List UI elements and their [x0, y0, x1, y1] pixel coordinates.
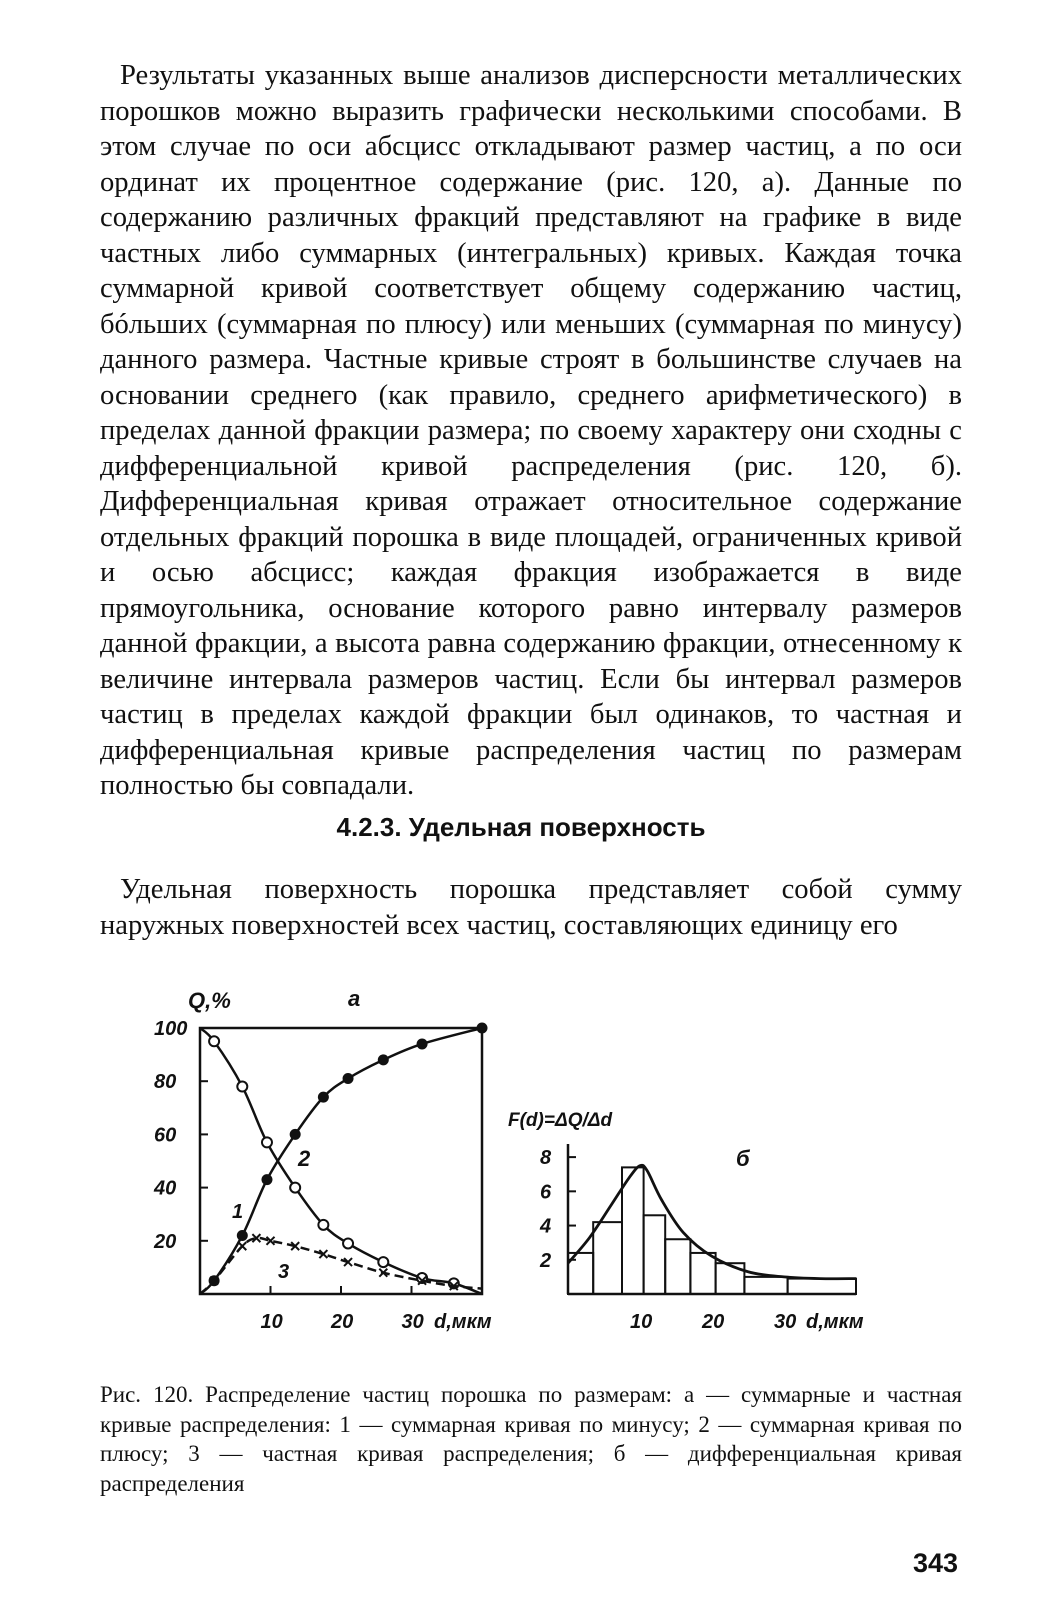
series-2-point [290, 1183, 300, 1193]
panel-b-label: б [736, 1146, 750, 1171]
b-ytick-label: 2 [540, 1249, 552, 1272]
panel-a-frame [200, 1028, 482, 1294]
b-ytick-label: 4 [540, 1215, 552, 1238]
histogram-bar [622, 1167, 644, 1294]
histogram-bar [788, 1279, 856, 1294]
series-1-point [343, 1073, 354, 1084]
series-1-label: 1 [232, 1201, 244, 1223]
series-2-point [209, 1036, 219, 1046]
paragraph-2: Удельная поверхность порошка представляет собой сумму наружных поверхностей всех частиц, составляющих единицу его [100, 874, 962, 941]
series-1-point [290, 1129, 301, 1140]
panel-a-label: а [348, 986, 361, 1011]
a-ytick-label: 60 [154, 1124, 177, 1147]
series-1-point [237, 1230, 248, 1241]
a-xtick-label: 20 [331, 1311, 354, 1333]
panel-a-xlabel: d,мкм [434, 1311, 492, 1333]
b-ytick-label: 6 [540, 1181, 552, 1204]
figure-caption: Рис. 120. Распределение частиц порошка по размерам: а — суммарные и частная кривые распределения: 1 — суммарная кривая по минусу; 2 — суммарная кривая по плюсу; 3 — частная кривая распределения; б — дифференциальная кривая распределения [100, 1382, 962, 1496]
panel-a [153, 986, 492, 1333]
series-2-point [262, 1137, 272, 1147]
b-xtick-label: 20 [702, 1311, 725, 1333]
panel-a-ylabel: Q,% [188, 988, 231, 1013]
series-1-point [417, 1038, 428, 1049]
panel-b [508, 1110, 864, 1333]
b-ytick-label: 8 [540, 1147, 552, 1170]
series-2-point [343, 1238, 353, 1248]
b-xtick-label: 30 [774, 1311, 797, 1333]
histogram-bar [593, 1222, 622, 1294]
histogram-bar [644, 1215, 666, 1294]
series-3-point [238, 1242, 246, 1250]
a-ytick-label: 40 [154, 1177, 177, 1200]
series-1-point [261, 1174, 272, 1185]
series-1-line [200, 1028, 482, 1294]
series-2-point [237, 1082, 247, 1092]
a-ytick-label: 20 [154, 1230, 177, 1253]
panel-b-ylabel: F(d)=ΔQ/Δd [508, 1110, 613, 1131]
b-xtick-label: 10 [630, 1311, 653, 1333]
series-1-point [477, 1023, 488, 1034]
series-3-label: 3 [278, 1261, 290, 1283]
series-2-point [378, 1257, 388, 1267]
series-1-point [318, 1092, 329, 1103]
a-xtick-label: 30 [401, 1311, 424, 1333]
series-2-line [200, 1028, 482, 1294]
series-1-point [378, 1054, 389, 1065]
series-2-point [318, 1220, 328, 1230]
paragraph-1: Результаты указанных выше анализов дисперсности металлических порошков можно выразить графически несколькими способами. В этом случае по оси абсцисс откладывают размер частиц, а по оси ординат их процентное содержание (рис. 120, а). Данные по содержанию различных фракций представляют на графике в виде частных либо суммарных (интегральных) кривых. Каждая точка суммарной кривой соответствует общему содержанию частиц, бóльших (суммарная по плюсу) или меньших (суммарная по минусу) данного размера. Частные кривые строят в большинстве случаев на основании среднего (как правило, среднего арифметического) в пределах данной фракции размера; по своему характеру они сходны с дифференциальной кривой распределения (рис. 120, б). Дифференциальная кривая отражает относительное содержание отдельных фракций порошка в виде площадей, ограниченных кривой и осью абсцисс; каждая фракция изображается в виде прямоугольника, основание которого равно интервалу размеров данной фракции, а высота равна содержанию фракции, отнесенному к величине интервала размеров частиц. Если бы интервал размеров частиц в пределах каждой фракции был одинаков, то частная и дифференциальная кривые распределения частиц по размерам полностью бы совпадали. [100, 60, 962, 801]
a-xtick-label: 10 [260, 1311, 283, 1333]
a-ytick-label: 80 [154, 1071, 177, 1094]
histogram-bar [665, 1239, 690, 1294]
series-2-label: 2 [298, 1146, 311, 1171]
histogram-bar [744, 1277, 787, 1294]
histogram-bar [690, 1253, 715, 1294]
panel-b-xlabel: d,мкм [806, 1311, 864, 1333]
a-ytick-label: 100 [154, 1018, 188, 1040]
section-heading: 4.2.3. Удельная поверхность [336, 812, 706, 842]
page-number: 343 [912, 1548, 958, 1578]
figure-120 [130, 978, 890, 1360]
